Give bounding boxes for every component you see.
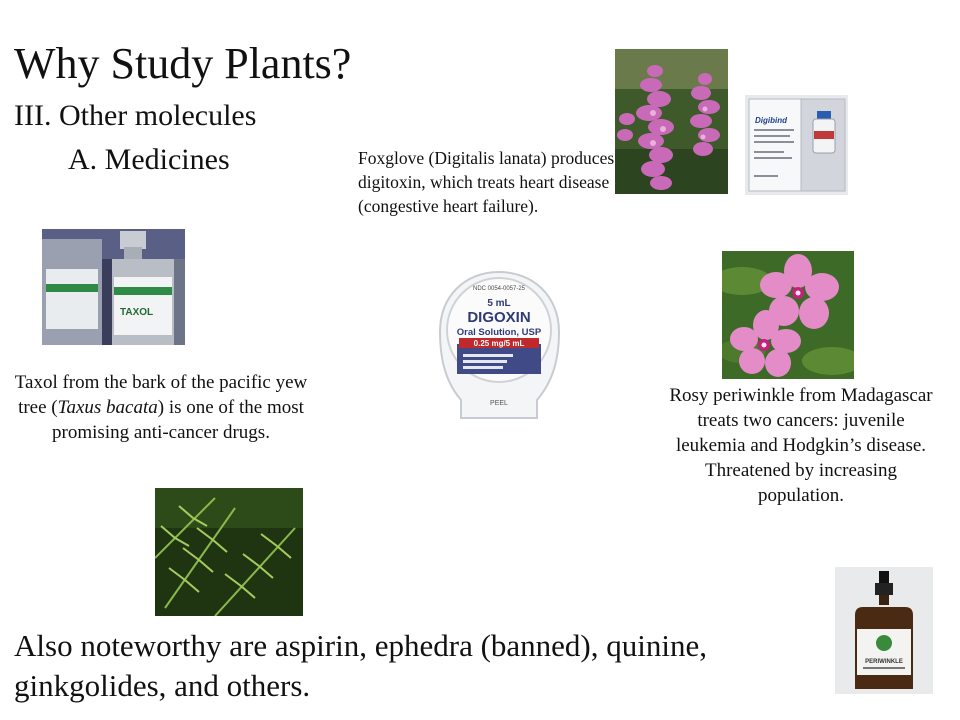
foxglove-caption: Foxglove (Digitalis lanata) produces digitoxin, which treats heart disease (congestive heart failure). xyxy=(358,148,615,216)
bottom-note: Also noteworthy are aspirin, ephedra (banned), quinine, ginkgolides, and others. xyxy=(14,628,707,703)
taxol-caption: Taxol from the bark of the pacific yew tree (Taxus bacata) is one of the most promising anti-cancer drugs. xyxy=(14,372,308,443)
digoxin-volume: 5 mL xyxy=(487,298,511,309)
periwinkle-caption: Rosy periwinkle from Madagascar treats two cancers: juvenile leukemia and Hodgkin’s disease. Threatened by increasing population. xyxy=(669,385,933,506)
digoxin-form: Oral Solution, USP xyxy=(456,327,542,338)
taxol-label-text: TAXOL xyxy=(120,307,154,318)
page-title: Why Study Plants? xyxy=(14,39,352,88)
periwinkle-photo xyxy=(722,251,854,379)
subsection-heading: A. Medicines xyxy=(68,143,230,176)
digoxin-name: DIGOXIN xyxy=(467,309,531,326)
yew-branch-photo xyxy=(155,488,303,616)
digibind-package-photo xyxy=(745,95,848,195)
digibind-label: Digibind xyxy=(755,116,787,125)
digoxin-ndc: NDC 0054-0057-25 xyxy=(472,286,526,292)
digoxin-strength: 0.25 mg/5 mL xyxy=(473,339,525,348)
bottle-label-text: PERIWINKLE xyxy=(865,659,903,665)
taxol-vials-photo xyxy=(42,229,185,345)
tincture-bottle-photo xyxy=(835,567,933,694)
digoxin-peel: PEEL xyxy=(490,400,508,407)
section-heading: III. Other molecules xyxy=(14,99,257,132)
digoxin-cup-photo xyxy=(437,268,562,422)
foxglove-photo xyxy=(615,49,728,194)
